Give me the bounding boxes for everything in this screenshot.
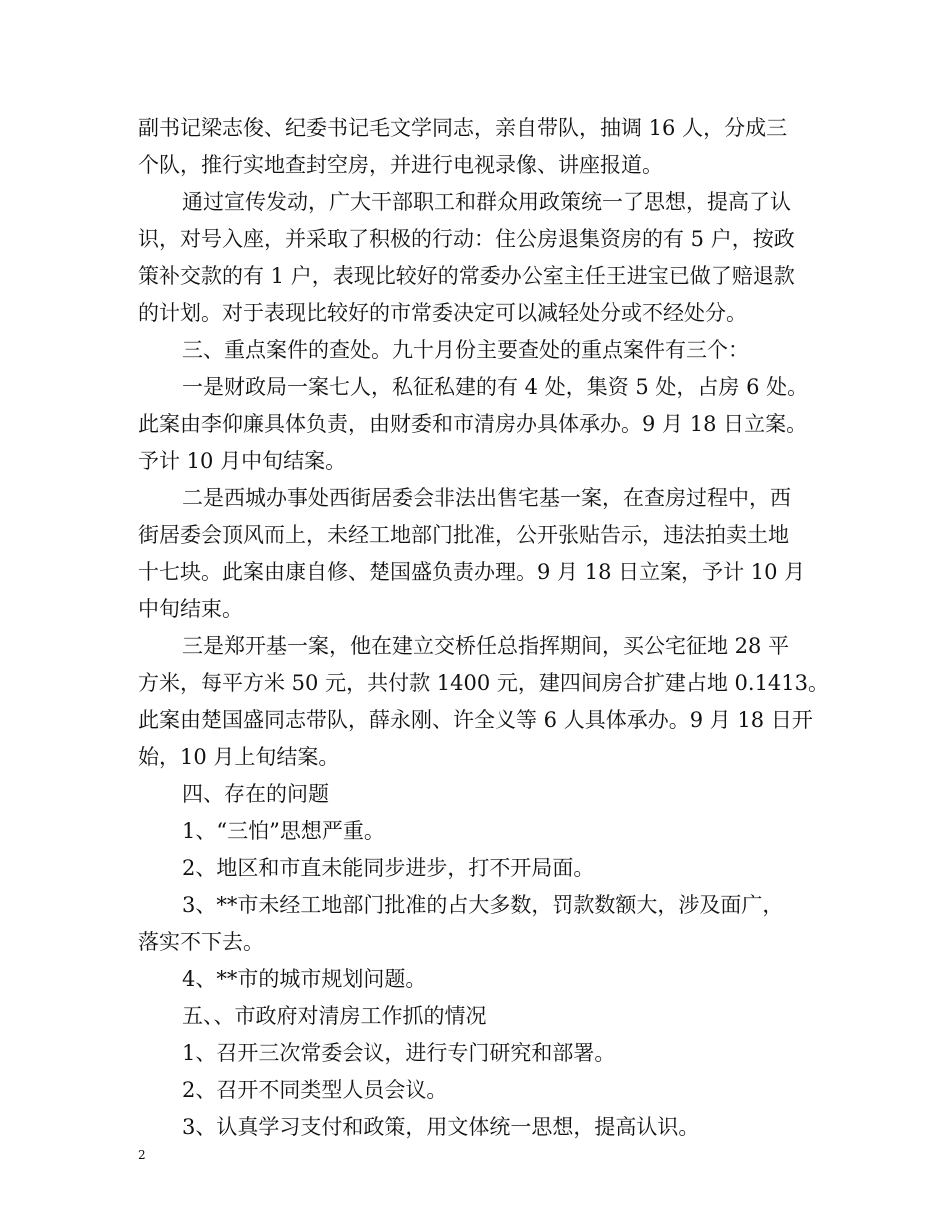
text-line: 个队，推行实地查封空房，并进行电视录像、讲座报道。 [138,153,663,177]
text-line: 的计划。对于表现比较好的市常委决定可以减轻处分或不经处分。 [138,301,747,325]
text-line: 策补交款的有 1 户，表现比较好的常委办公室主任王进宝已做了赔退款 [138,264,795,288]
paragraph-start-line: 一是财政局一案七人，私征私建的有 4 处，集资 5 处，占房 6 处。 [182,375,809,399]
list-item: 2、召开不同类型人员会议。 [182,1078,448,1102]
list-item: 2、地区和市直未能同步进步，打不开局面。 [182,856,595,880]
list-item: 3、认真学习支付和政策，用文体统一思想，提高认识。 [182,1115,700,1139]
section-heading: 四、存在的问题 [182,782,329,806]
text-line: 落实不下去。 [138,930,264,954]
text-line: 十七块。此案由康自修、楚国盛负责办理。9 月 18 日立案，予计 10 月 [138,560,806,584]
list-item: 1、“三怕”思想严重。 [182,819,385,843]
paragraph-start-line: 二是西城办事处西街居委会非法出售宅基一案，在查房过程中，西 [182,486,791,510]
text-line: 副书记梁志俊、纪委书记毛文学同志，亲自带队，抽调 16 人，分成三 [138,116,788,140]
text-line: 始，10 月上旬结案。 [138,745,340,769]
section-heading: 三、重点案件的查处。九十月份主要查处的重点案件有三个： [182,338,749,362]
list-item: 1、召开三次常委会议，进行专门研究和部署。 [182,1041,616,1065]
text-line: 予计 10 月中旬结案。 [138,449,347,473]
list-item: 4、**市的城市规划问题。 [182,967,427,991]
text-line: 街居委会顶风而上，未经工地部门批准，公开张贴告示，违法拍卖土地 [138,523,789,547]
list-item: 3、**市未经工地部门批准的占大多数，罚款数额大，涉及面广， [182,893,784,917]
text-line: 中旬结束。 [138,597,243,621]
text-line: 方米，每平方米 50 元，共付款 1400 元，建四间房合扩建占地 0.1413。 [138,671,830,695]
paragraph-start-line: 三是郑开基一案，他在建立交桥任总指挥期间，买公宅征地 28 平 [182,634,790,658]
text-line: 此案由楚国盛同志带队，薛永刚、许全义等 6 人具体承办。9 月 18 日开 [138,708,813,732]
text-line: 此案由李仰廉具体负责，由财委和市清房办具体承办。9 月 18 日立案。 [138,412,808,436]
paragraph-start-line: 通过宣传发动，广大干部职工和群众用政策统一了思想，提高了认 [182,190,791,214]
section-heading: 五、、市政府对清房工作抓的情况 [182,1004,487,1028]
text-line: 识，对号入座，并采取了积极的行动：住公房退集资房的有 5 户，按政 [138,227,795,251]
page-number: 2 [138,1148,146,1162]
